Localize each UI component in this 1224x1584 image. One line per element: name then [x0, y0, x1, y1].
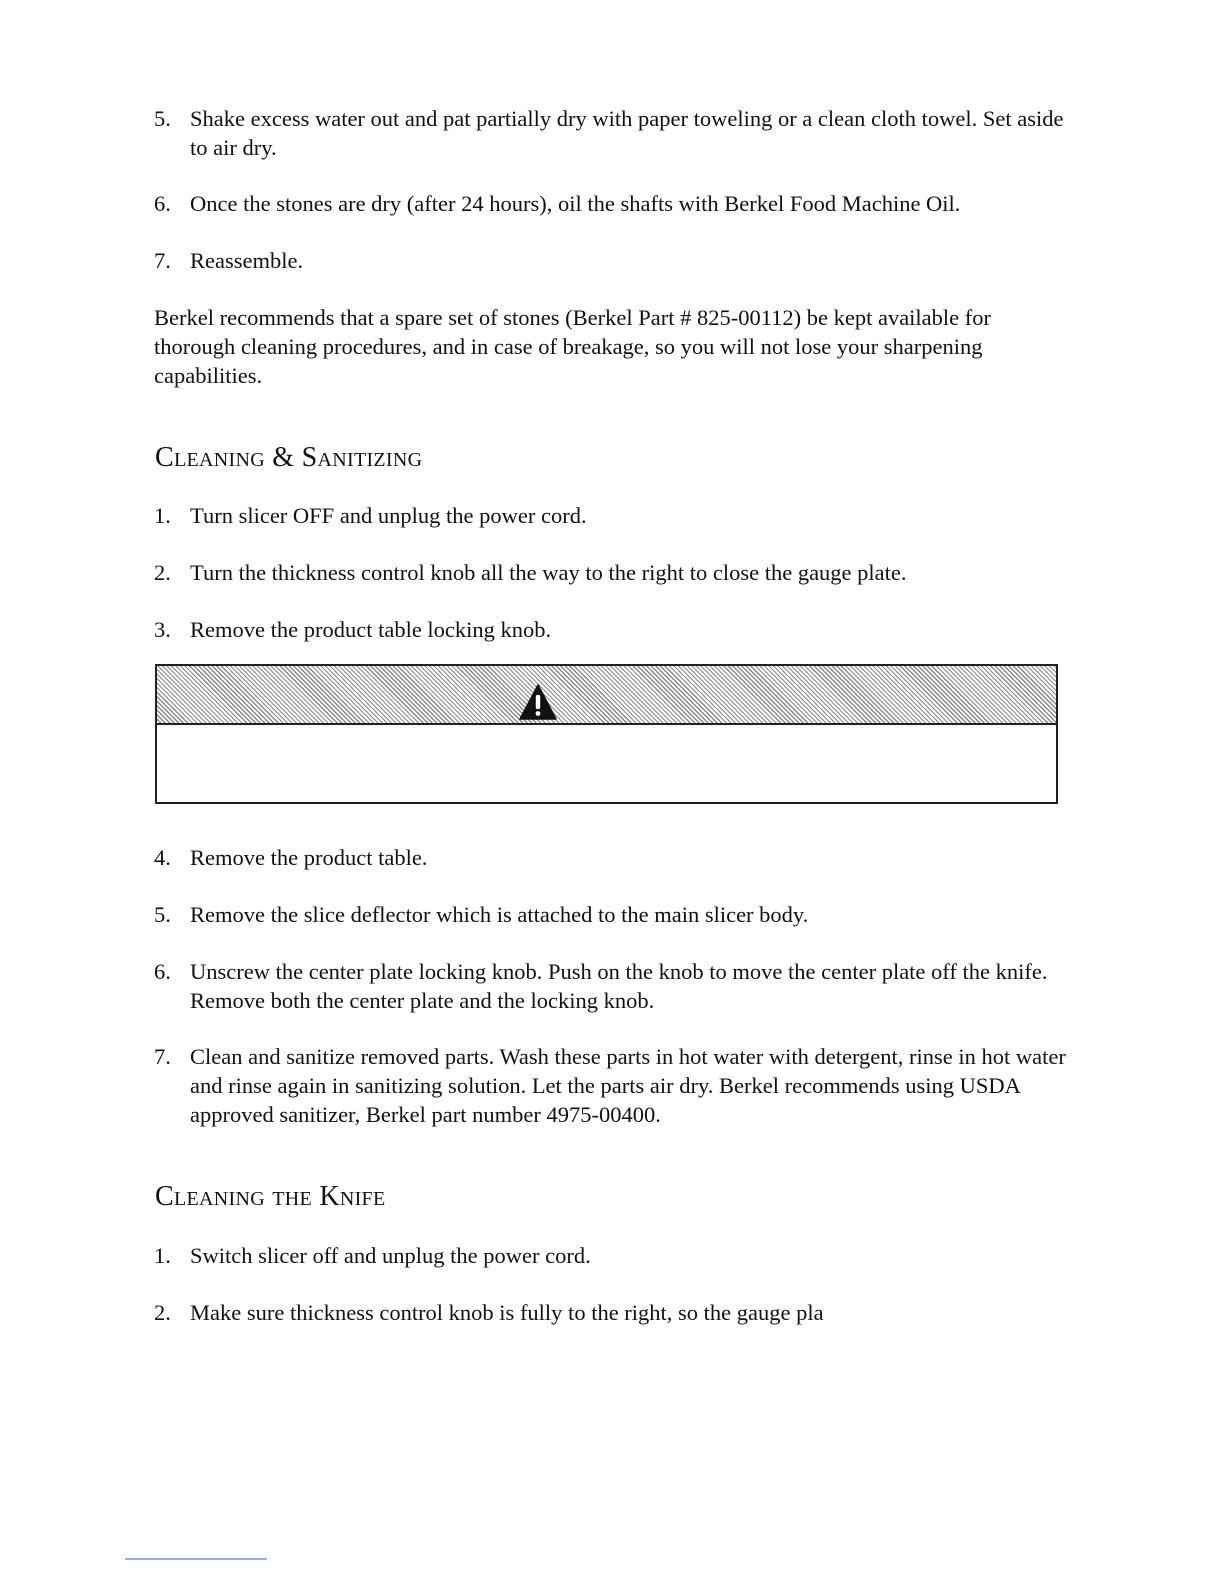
- list-number: 5.: [154, 106, 171, 131]
- list-text: Once the stones are dry (after 24 hours), oil the shafts with Berkel Food Machine Oil.: [190, 191, 961, 216]
- warning-header-band: [157, 666, 1056, 725]
- list-number: 1.: [154, 503, 171, 528]
- list-number: 3.: [154, 617, 171, 642]
- list-item: [154, 957, 1074, 1015]
- list-number: 6.: [154, 191, 171, 216]
- list-text: Shake excess water out and pat partially dry with paper toweling or a clean cloth towel. Set aside to air dry.: [190, 106, 1064, 160]
- list-text: Switch slicer off and unplug the power cord.: [190, 1243, 591, 1268]
- list-number: 2.: [154, 1300, 171, 1325]
- list-item: [154, 900, 1074, 929]
- list-text: Turn slicer OFF and unplug the power cord.: [190, 503, 587, 528]
- list-item: [154, 1298, 1074, 1327]
- list-text: Make sure thickness control knob is fully to the right, so the gauge pla: [190, 1300, 824, 1325]
- footer-rule: [125, 1558, 267, 1560]
- list-item: [154, 501, 1074, 530]
- list-number: 7.: [154, 1044, 171, 1069]
- list-number: 4.: [154, 845, 171, 870]
- list-item: [154, 558, 1074, 587]
- list-number: 5.: [154, 902, 171, 927]
- list-item: [154, 189, 1074, 218]
- warning-box: [155, 664, 1058, 804]
- list-text: Clean and sanitize removed parts. Wash these parts in hot water with detergent, rinse in hot water and rinse again in sanitizing solution. Let the parts air dry. Berkel recommends using USDA approved sanitizer, Berkel part number 4975-00400.: [190, 1044, 1066, 1127]
- list-number: 7.: [154, 248, 171, 273]
- list-text: Remove the product table locking knob.: [190, 617, 552, 642]
- list-text: Remove the slice deflector which is attached to the main slicer body.: [190, 902, 809, 927]
- list-item: [154, 246, 1074, 275]
- list-item: [154, 1042, 1074, 1129]
- list-item: [154, 1241, 1074, 1270]
- warning-triangle-icon: [519, 684, 557, 720]
- recommendation-paragraph: Berkel recommends that a spare set of stones (Berkel Part # 825-00112) be kept available for thorough cleaning procedures, and in case of breakage, so you will not lose your sharpening capabilities.: [154, 305, 992, 388]
- section-heading-cleaning-sanitizing: Cleaning & Sanitizing: [155, 442, 423, 473]
- list-number: 2.: [154, 560, 171, 585]
- list-text: Remove the product table.: [190, 845, 428, 870]
- list-number: 1.: [154, 1243, 171, 1268]
- list-text: Reassemble.: [190, 248, 304, 273]
- list-item: [154, 104, 1074, 162]
- list-item: [154, 615, 1074, 644]
- list-number: 6.: [154, 959, 171, 984]
- list-text: Turn the thickness control knob all the way to the right to close the gauge plate.: [190, 560, 907, 585]
- list-item: [154, 843, 1074, 872]
- section-heading-cleaning-knife: Cleaning the Knife: [155, 1181, 386, 1212]
- list-text: Unscrew the center plate locking knob. Push on the knob to move the center plate off the knife. Remove both the center plate and the locking knob.: [190, 959, 1048, 1013]
